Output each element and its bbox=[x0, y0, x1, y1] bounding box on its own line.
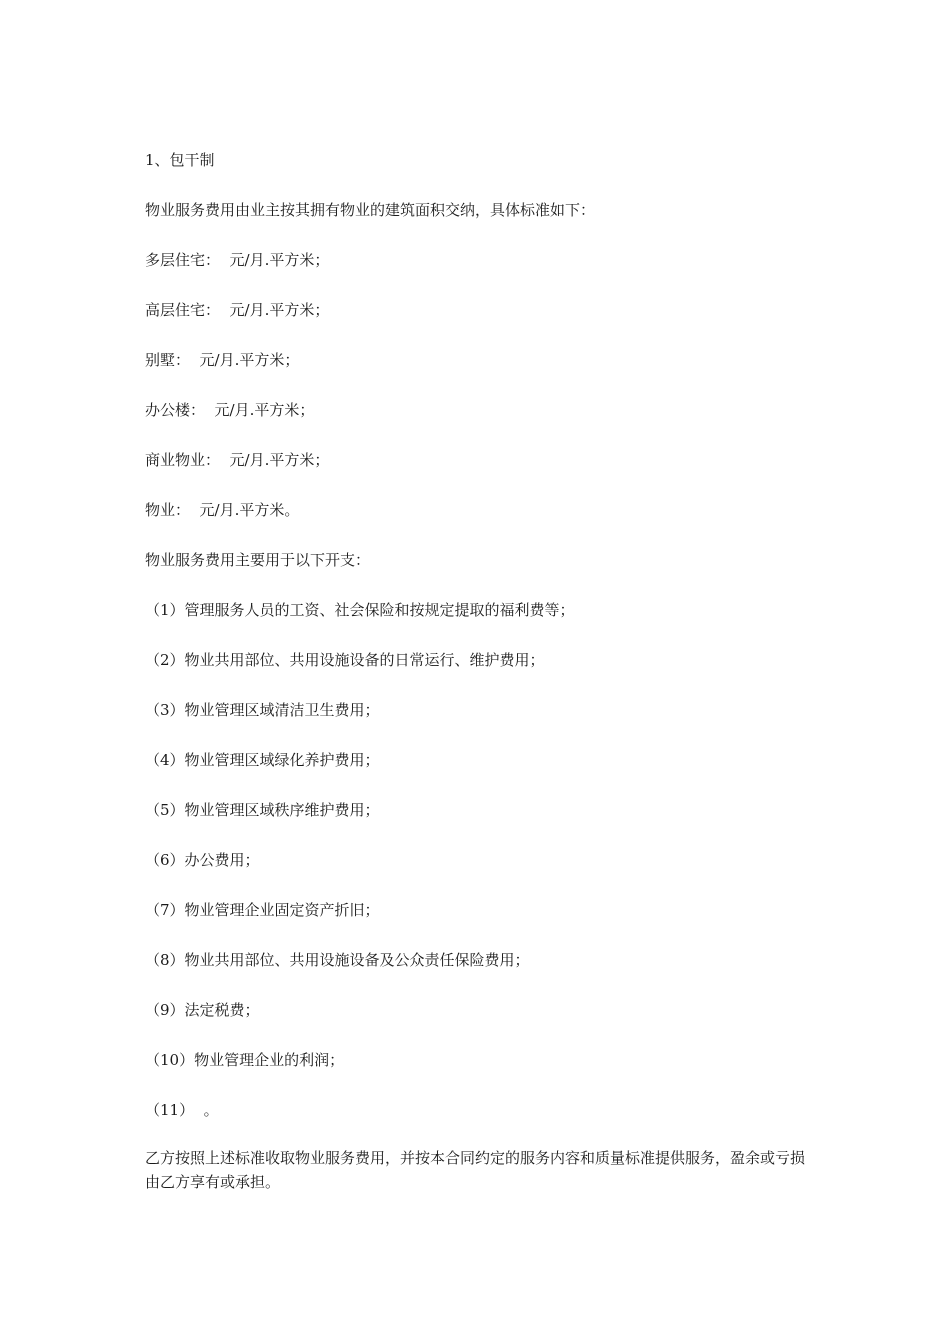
rate-multistorey: 多层住宅： 元/月.平方米； bbox=[145, 251, 330, 269]
rate-office: 办公楼： 元/月.平方米； bbox=[145, 401, 315, 419]
rate-highrise: 高层住宅： 元/月.平方米； bbox=[145, 301, 330, 319]
closing-paragraph: 乙方按照上述标准收取物业服务费用，并按本合同约定的服务内容和质量标准提供服务，盈余或亏损由乙方享有或承担。 bbox=[145, 1149, 806, 1191]
expenses-intro: 物业服务费用主要用于以下开支： bbox=[145, 551, 371, 569]
intro-paragraph: 物业服务费用由业主按其拥有物业的建筑面积交纳，具体标准如下： bbox=[145, 201, 596, 219]
expense-item-6: （6）办公费用； bbox=[145, 851, 260, 869]
rate-commercial: 商业物业： 元/月.平方米； bbox=[145, 451, 330, 469]
expense-item-4: （4）物业管理区域绿化养护费用； bbox=[145, 751, 380, 769]
expense-item-5: （5）物业管理区域秩序维护费用； bbox=[145, 801, 380, 819]
rate-other: 物业： 元/月.平方米。 bbox=[145, 501, 300, 519]
expense-item-1: （1）管理服务人员的工资、社会保险和按规定提取的福利费等； bbox=[145, 601, 575, 619]
expense-item-10: （10）物业管理企业的利润； bbox=[145, 1051, 345, 1069]
expense-item-11: （11） 。 bbox=[145, 1101, 219, 1119]
expense-item-9: （9）法定税费； bbox=[145, 1001, 260, 1019]
expense-item-8: （8）物业共用部位、共用设施设备及公众责任保险费用； bbox=[145, 951, 530, 969]
expense-item-7: （7）物业管理企业固定资产折旧； bbox=[145, 901, 380, 919]
expense-item-2: （2）物业共用部位、共用设施设备的日常运行、维护费用； bbox=[145, 651, 545, 669]
section-heading: 1、包干制 bbox=[145, 151, 215, 169]
rate-villa: 别墅： 元/月.平方米； bbox=[145, 351, 300, 369]
expense-item-3: （3）物业管理区域清洁卫生费用； bbox=[145, 701, 380, 719]
